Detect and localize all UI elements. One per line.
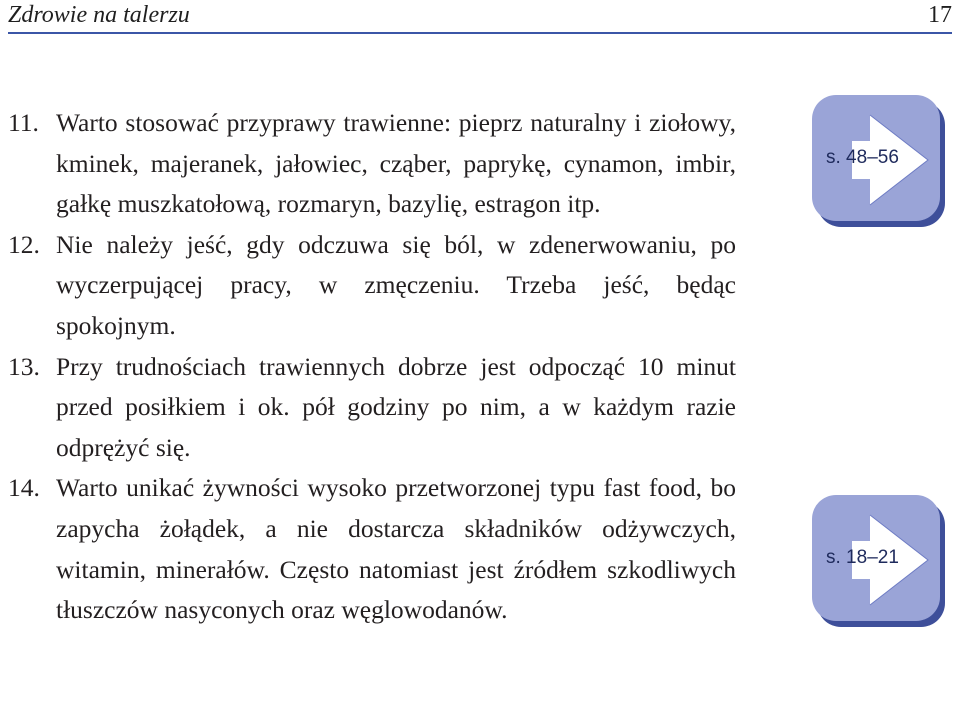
item-number: 13. (8, 351, 40, 381)
running-title: Zdrowie na talerzu (8, 2, 190, 28)
item-text: Nie należy jeść, gdy odczuwa się ból, w zdenerwowaniu, po wyczerpującej pracy, w zmęczeniu. Trzeba jeść, będąc spokojnym. (56, 229, 736, 340)
page-number: 17 (928, 2, 952, 28)
list-item-13 (8, 347, 736, 469)
list-item-11 (8, 103, 736, 225)
list-item-12 (8, 225, 736, 347)
list-item-14 (8, 468, 736, 630)
page-reference-label: s. 48–56 (826, 147, 899, 168)
page-reference-label: s. 18–21 (826, 547, 899, 568)
running-header (8, 0, 952, 34)
item-text: Przy trudnościach trawiennych dobrze jest odpocząć 10 minut przed posiłkiem i ok. pół godziny po nim, a w każdym razie odprężyć się. (56, 351, 736, 462)
page-reference-badge[interactable] (810, 493, 952, 631)
item-text: Warto stosować przyprawy trawienne: pieprz naturalny i ziołowy, kminek, majeranek, jałowiec, cząber, paprykę, cynamon, imbir, gałkę muszkatołową, rozmaryn, bazylię, estragon itp. (56, 108, 736, 219)
item-number: 12. (8, 229, 40, 259)
item-number: 11. (8, 108, 39, 137)
page-reference-badge[interactable] (810, 93, 952, 231)
item-number: 14. (8, 473, 40, 503)
numbered-list (8, 103, 736, 631)
item-text: Warto unikać żywności wysoko przetworzonej typu fast food, bo zapycha żołądek, a nie dostarcza składników odżywczych, witamin, minerałów. Często natomiast jest źródłem szkodliwych tłuszczów nasyconych oraz węglowodanów. (56, 473, 736, 625)
